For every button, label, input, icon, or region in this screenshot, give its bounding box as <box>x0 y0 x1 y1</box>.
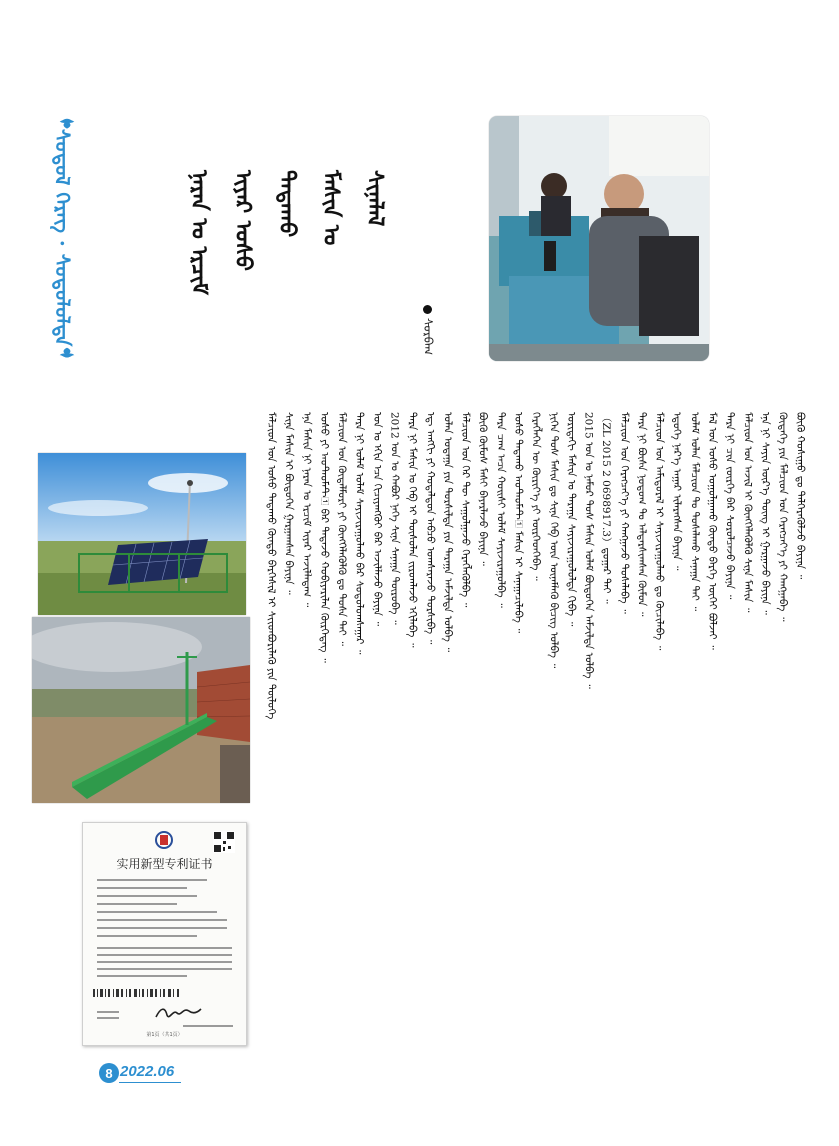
text-column: ᠤᠨ ᠤ ᠡᠬᠢᠨ ᠡᠴᠡ ᠬᠢᠴᠢᠶᠡᠩᠭᠦᠢ ᠪᠡᠷ ᠠᠵᠢᠯᠯᠠᠵᠤ ᠪᠠᠶᠢᠨᠠ ᠃ <box>370 412 383 627</box>
text-column: ᠮᠠᠯᠴᠢᠳ ᠤᠨ ᠬᠡᠷᠡᠭᠴᠡᠶ᠎ᠡ ᠶᠢ ᠬᠠᠩᠭᠠᠵᠤ ᠲᠤᠰᠠᠯᠠᠪᠠ ᠃ <box>617 412 630 614</box>
heading-line: ᠲᠠᠲᠠᠬᠤ <box>274 170 300 238</box>
issue-date: 2022.06 <box>120 1063 175 1080</box>
author: ᠰᠤᠷᠪᠠᠭ <box>421 318 435 356</box>
article-heading <box>185 170 399 320</box>
text-column: 2015 ᠣᠨ ᠤ ᠨᠠᠮᠤᠷ ᠲᠤᠰ ᠮᠠᠰᠢᠨ ᠤᠯᠠᠮ ᠪᠦᠲᠦᠭᠡᠨ ᠠᠮᠵᠢᠯᠲᠠ ᠣᠯᠪᠠ ᠃ <box>582 412 595 689</box>
photo-workers <box>489 116 709 361</box>
heading-line: ᠮᠠᠰᠢᠨ ᠤ <box>318 170 344 246</box>
text-column: ᠡᠳᠦᠭᠡ ᠨᠡᠷ᠎ᠡ ᠠᠭᠠᠷ ᠢᠯᠡᠷᠡᠭᠰᠡᠨ ᠪᠠᠶᠢᠨᠠ ᠃ <box>670 412 683 571</box>
page-number: 8 <box>99 1063 119 1083</box>
text-column: ᠪᠦᠬᠦ ᠬᠣᠰᠢᠭᠤ ᠳᠤ ᠳᠡᠯᠭᠡᠷᠡᠭᠦᠯᠵᠦ ᠪᠠᠶᠢᠨᠠ ᠃ <box>794 412 807 580</box>
certificate-page-note: 第1页（共1页） <box>146 1032 183 1038</box>
text-column: ᠬᠡᠷᠡᠭᠯᠡᠭᠡᠨ ᠦ ᠬᠦᠷᠢᠶ᠎ᠡ ᠶᠢ ᠥᠷᠭᠡᠳᠬᠡᠪᠡ ᠃ <box>529 412 542 581</box>
text-column: ᠮᠠᠯᠴᠢᠳ ᠤᠨ ᠤᠰᠤ ᠲᠠᠲᠠᠬᠤ ᠬᠦᠨᠳᠦ ᠪᠡᠷᠬᠡᠰᠢᠯ ᠢ ᠱᠢᠢᠳᠪᠦᠷᠢᠯᠡᠬᠦ ᠶᠢᠨ ᠲᠥᠯᠥᠭᠡ <box>265 412 277 720</box>
certificate-title: 实用新型专利证书 <box>116 857 213 871</box>
footer-rule <box>119 1082 181 1083</box>
text-column: ᠤᠯᠠᠮ ᠣᠯᠠᠨ ᠮᠠᠯᠴᠢᠳ ᠲᠤ ᠲᠤᠰᠠᠯᠠᠬᠤ ᠰᠠᠨᠠᠭᠠ ᠲᠠᠢ ᠃ <box>688 412 701 612</box>
text-column: ᠲᠡᠷᠡ ᠨᠢ ᠴᠢᠨ ᠵᠦᠷᠬᠡ ᠪᠡᠷ ᠰᠤᠷᠤᠯᠴᠠᠵᠤ ᠪᠠᠶᠢᠨᠠ ᠃ <box>723 412 736 600</box>
patent-emblem-icon <box>151 831 177 849</box>
qr-code-icon <box>213 831 235 853</box>
text-column: ᠮᠠᠯᠴᠢᠳ ᠤᠨ ᠬᠥᠳᠡᠯᠮᠦᠷᠢ ᠶᠢ ᠬᠥᠩᠭᠡᠯᠡᠭᠦᠯᠬᠦ ᠳᠤ ᠲᠤᠰᠠ ᠲᠠᠢ ᠃ <box>335 412 348 646</box>
text-column: ᠲᠡᠷᠡ ᠴᠠᠭ ᠠᠴᠠ ᠬᠣᠢᠰᠢ ᠤᠯᠠᠮ ᠰᠠᠶᠢᠵᠢᠷᠠᠭᠤᠯᠪᠠ ᠃ <box>494 412 507 608</box>
text-column: 2012 ᠣᠨ ᠤ ᠬᠠᠪᠤᠷ ᠨᠡᠭᠡ ᠰᠢᠨᠡ ᠰᠠᠨᠠᠭᠠ ᠲᠥᠷᠥᠪᠡ ᠃ <box>388 412 401 625</box>
article-body <box>262 412 808 1022</box>
text-column: ᠡᠨᠡ ᠮᠠᠰᠢᠨ ᠨᠢ ᠨᠠᠷᠠᠨ ᠤ ᠡᠷᠴᠢᠮ ᠢᠶᠡᠷ ᠠᠵᠢᠯᠯᠠᠳᠠᠭ ᠃ <box>300 412 313 608</box>
text-column: ᠮᠠᠯᠴᠢᠳ ᠤᠨ ᠠᠮᠢᠳᠤᠷᠠᠯ ᠢ ᠰᠠᠶᠢᠵᠢᠷᠠᠭᠤᠯᠬᠤ ᠳᠤ ᠬᠦᠴᠢᠯᠡᠪᠡ ᠃ <box>653 412 666 651</box>
text-column: ᠬᠥᠳᠡᠭᠡ ᠶᠢᠨ ᠮᠠᠯᠴᠢᠳ ᠤᠨ ᠬᠡᠷᠡᠭᠴᠡᠶ᠎ᠡ ᠶᠢ ᠬᠠᠩᠭᠠᠪᠠ ᠃ <box>776 412 789 622</box>
barcode-icon <box>93 989 183 997</box>
running-title <box>52 118 82 358</box>
running-title-text: ᠰᠤᠳᠤᠯ ᠬᠡᠷᠡᠭ · ᠰᠤᠳᠤᠯᠤᠯᠲᠠ <box>50 129 75 347</box>
text-column: ᠰᠢᠨᠡ ᠮᠠᠰᠢᠨ ᠢ ᠪᠦᠲᠦᠭᠡᠨ ᠭᠠᠷᠭᠠᠭᠰᠠᠨ ᠪᠠᠶᠢᠨᠠ ᠃ <box>282 412 295 595</box>
text-column: ᠲᠡᠷᠡ ᠨᠢ ᠪᠦᠰᠡ ᠨᠤᠲᠤᠭ ᠲᠤ ᠠᠯᠳᠠᠷᠰᠢᠭᠰᠠᠨ ᠬᠦᠮᠦᠨ ᠃ <box>635 412 648 617</box>
ornament-icon <box>56 347 78 358</box>
text-column: ᠲᠡᠷᠡ ᠨᠢ ᠤᠯᠠᠮ ᠤᠯᠠᠮ ᠰᠠᠶᠢᠵᠢᠷᠠᠭᠤᠯᠬᠤ ᠪᠠᠷ ᠰᠤᠳᠤᠯᠤᠭᠰᠠᠭᠠᠷ ᠃ <box>353 412 366 655</box>
text-column: ᠤᠯᠠᠨ ᠤᠳᠠᠭᠠ ᠶᠢᠨ ᠲᠤᠷᠰᠢᠯᠲᠠ ᠶᠢᠨ ᠳᠠᠷᠠᠭᠠ ᠠᠮᠵᠢᠯᠲᠠ ᠣᠯᠪᠠ ᠃ <box>441 412 454 653</box>
photo-solar-panels <box>38 453 246 615</box>
text-column: ᠡᠳ᠋ ᠠᠩᠭᠢ ᠶᠢ ᠬᠤᠳᠠᠯᠳᠤᠨ ᠠᠪᠴᠤ ᠤᠭᠰᠠᠷᠠᠵᠤ ᠲᠤᠷᠰᠢᠪᠠ ᠃ <box>423 412 436 645</box>
text-column: ᠤᠰᠤ ᠲᠠᠲᠠᠬᠤ ᠠᠦᠲ᠋ᠣ᠋ᠮᠠᠲ᠋ ᠮᠠᠰᠢᠨ ᠢ ᠰᠠᠨᠠᠭᠠᠴᠢᠯᠠᠪᠠ ᠃ <box>511 412 524 634</box>
author-bullet-icon <box>423 305 432 314</box>
signature-icon <box>153 1003 203 1023</box>
text-column: ᠨᠢᠭᠡᠨ ᠲᠤᠰ ᠮᠠᠰᠢᠨ ᠳᠤ ᠰᠢᠨᠡ ᠬᠡᠪ ᠦᠨ ᠦᠨᠡᠮᠯᠡᠬᠦ ᠪᠢᠴᠢᠭ ᠣᠯᠪᠠ ᠃ <box>547 412 560 669</box>
heading-line: ᠰᠢᠨᠡᠯᠡᠯ <box>362 170 388 227</box>
text-column: ᠡᠨᠡ ᠨᠢ ᠰᠠᠶᠢᠨ ᠦᠷ᠎ᠡ ᠳᠦᠩ ᠢ ᠭᠠᠷᠭᠠᠵᠤ ᠪᠠᠶᠢᠨᠠ ᠃ <box>758 412 771 615</box>
heading-line: ᠢᠶᠡᠷ ᠤᠰᠤ <box>230 170 256 271</box>
text-column: ᠤᠷᠢᠳᠠᠬᠢ ᠮᠠᠰᠢᠨ ᠤ ᠳᠠᠷᠠᠭᠠ ᠰᠠᠶᠢᠵᠢᠷᠠᠭᠤᠯᠤᠯᠲᠠ ᠬᠢᠪᠡ ᠃ <box>564 412 577 627</box>
text-column: ᠤᠰᠤ ᠶᠢ ᠠᠦᠲ᠋ᠣ᠋ᠮᠠᠲ᠋ ᠪᠠᠷ ᠲᠠᠲᠠᠵᠤ ᠬᠤᠪᠢᠶᠠᠷᠢᠯᠠᠨ ᠬᠦᠷᠭᠡᠳᠡᠭ ᠃ <box>317 412 330 663</box>
text-column: （ZL 2015 2 0698917.3）ᠳ᠋ᠤᠭᠠᠷ ᠲᠠᠢ ᠃ <box>600 412 613 604</box>
text-column: ᠪᠦᠬᠦ ᠬᠦᠮᠦᠰ ᠮᠠᠰᠢ ᠪᠠᠶᠠᠷᠯᠠᠵᠤ ᠪᠠᠶᠢᠨᠠ ᠃ <box>476 412 489 566</box>
ornament-icon <box>56 118 78 129</box>
text-column: ᠮᠠᠯ ᠤᠨ ᠤᠰᠤ ᠤᠭᠤᠯᠭᠠᠬᠤ ᠬᠦᠨᠳᠦ ᠪᠡᠷᠬᠡ ᠦᠭᠡᠢ ᠪᠣᠯᠵᠠᠢ ᠃ <box>706 412 719 650</box>
photo-water-trough <box>32 617 250 803</box>
patent-certificate <box>82 822 247 1046</box>
text-column: ᠲᠡᠷᠡ ᠨᠢ ᠮᠠᠰᠢᠨ ᠤ ᠬᠡᠪ ᠢ ᠲᠥᠰᠦᠯᠡᠨ ᠵᠢᠷᠤᠭᠯᠠᠵᠤ ᠡᠬᠢᠯᠡᠪᠡ ᠃ <box>406 412 419 648</box>
heading-line: ᠨᠠᠷᠠᠨ ᠤ ᠡᠷᠴᠢᠮ <box>186 170 212 295</box>
text-column: ᠮᠠᠯᠴᠢᠳ ᠤᠨ ᠭᠡᠷ ᠲᠦ ᠰᠠᠭᠤᠯᠭᠠᠵᠤ ᠬᠡᠷᠡᠭᠯᠡᠭᠦᠯᠪᠡ ᠃ <box>459 412 472 608</box>
text-column: ᠮᠠᠯᠴᠢᠳ ᠤᠨ ᠠᠵᠢᠯ ᠢ ᠬᠥᠩᠭᠡᠯᠡᠭᠦᠯᠬᠦ ᠰᠢᠨᠡ ᠮᠠᠰᠢᠨ ᠃ <box>741 412 754 613</box>
